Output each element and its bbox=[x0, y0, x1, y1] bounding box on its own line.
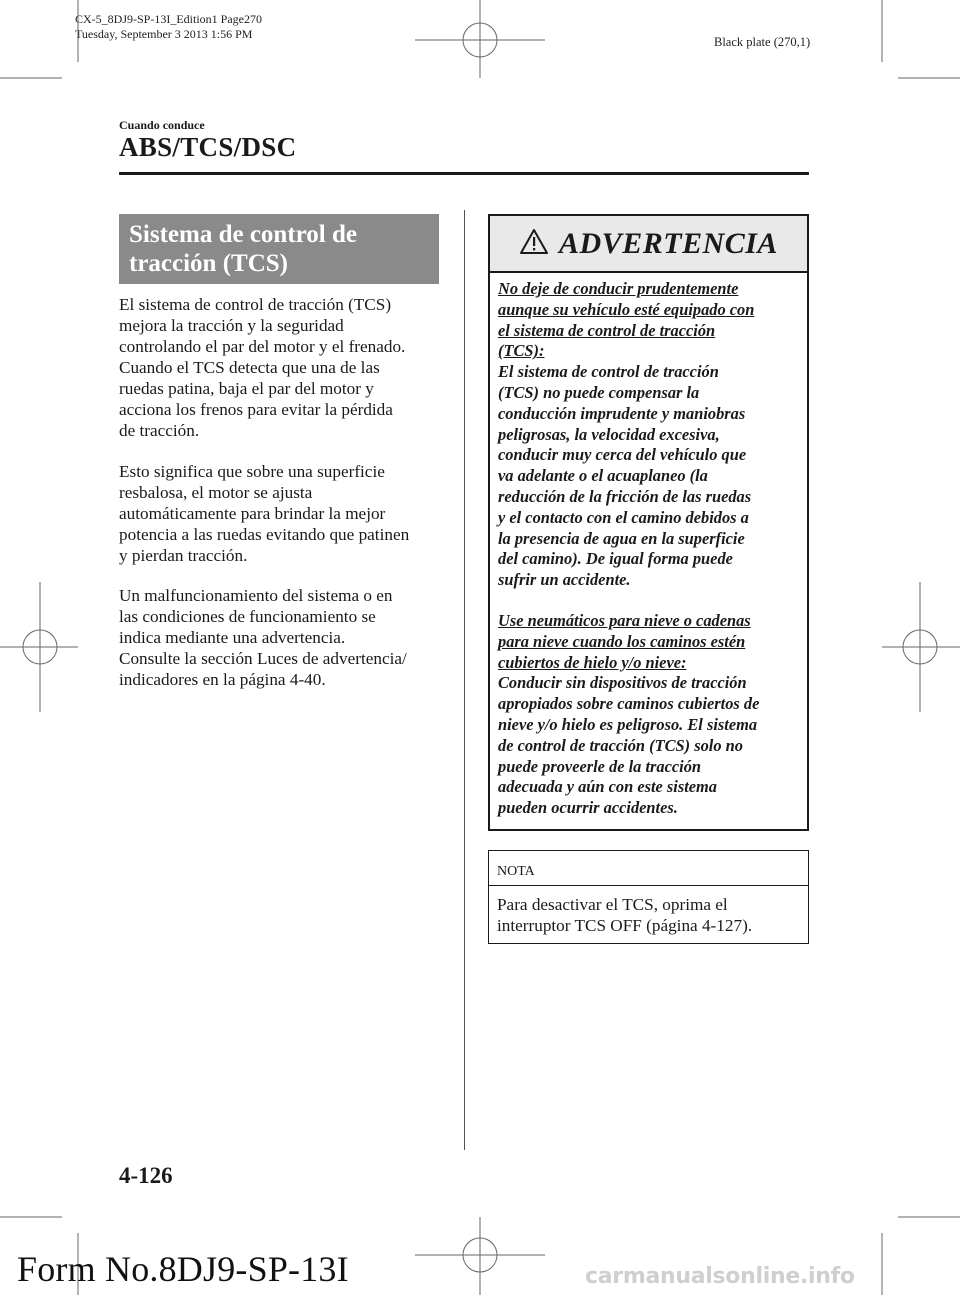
warning-body bbox=[490, 273, 807, 819]
text-line: indica mediante una advertencia. bbox=[119, 628, 346, 647]
tcs-paragraph-1 bbox=[119, 294, 449, 441]
text-line: controlando el par del motor y el frenado. bbox=[119, 337, 406, 356]
warning-text-line: va adelante o el acuaplaneo (la bbox=[498, 466, 708, 486]
form-number: Form No.8DJ9-SP-13I bbox=[17, 1249, 349, 1289]
warning-text-line: El sistema de control de tracción bbox=[498, 362, 719, 382]
text-line: Consulte la sección Luces de advertencia/ bbox=[119, 649, 407, 668]
warning-text-line: peligrosas, la velocidad excesiva, bbox=[498, 424, 720, 444]
warning-text-line: (TCS) no puede compensar la bbox=[498, 382, 700, 402]
tcs-heading bbox=[119, 214, 439, 284]
warning-text-line: conducción imprudente y maniobras bbox=[498, 403, 746, 423]
plate-info: Black plate (270,1) bbox=[714, 35, 811, 49]
text-line: potencia a las ruedas evitando que patinen bbox=[119, 525, 410, 544]
warning-text-line: puede proveerle de la tracción bbox=[498, 756, 702, 776]
warning-text-line: pueden ocurrir accidentes. bbox=[498, 798, 678, 818]
warning-heading-line: para nieve cuando los caminos estén bbox=[498, 631, 746, 651]
warning-text-line: Conducir sin dispositivos de tracción bbox=[498, 673, 747, 693]
tcs-heading-line1: Sistema de control de bbox=[129, 221, 357, 248]
text-line: resbalosa, el motor se ajusta bbox=[119, 483, 313, 502]
note-text-line: interruptor TCS OFF (página 4-127). bbox=[497, 916, 753, 935]
warning-text-line: conducir muy cerca del vehículo que bbox=[498, 445, 747, 465]
text-line: ruedas patina, baja el par del motor y bbox=[119, 379, 374, 398]
warning-text-line: apropiados sobre caminos cubiertos de bbox=[498, 694, 760, 714]
warning-text-line: nieve y/o hielo es peligroso. El sistema bbox=[498, 714, 758, 734]
warning-heading-line: Use neumáticos para nieve o cadenas bbox=[498, 610, 751, 630]
tcs-heading-line2: tracción (TCS) bbox=[129, 250, 288, 277]
warning-text-line: y el contacto con el camino debidos a bbox=[498, 507, 749, 527]
tcs-paragraph-3 bbox=[119, 585, 449, 690]
text-line: y pierdan tracción. bbox=[119, 546, 248, 565]
note-box bbox=[488, 850, 809, 944]
warning-text-line: de control de tracción (TCS) solo no bbox=[498, 735, 743, 755]
print-info-file: CX-5_8DJ9-SP-13I_Edition1 Page270 bbox=[75, 12, 262, 26]
warning-text-line: adecuada y aún con este sistema bbox=[498, 777, 717, 797]
warning-heading-line: cubiertos de hielo y/o nieve: bbox=[498, 652, 687, 672]
section-label: Cuando conduce bbox=[119, 118, 205, 132]
warning-text-line: del camino). De igual forma puede bbox=[498, 549, 733, 569]
warning-heading-line: aunque su vehículo esté equipado con bbox=[498, 299, 755, 319]
print-info-date: Tuesday, September 3 2013 1:56 PM bbox=[75, 27, 253, 41]
warning-title: ADVERTENCIA bbox=[559, 226, 778, 260]
warning-text-line: la presencia de agua en la superficie bbox=[498, 528, 745, 548]
watermark: carmanualsonline.info bbox=[585, 1264, 855, 1289]
text-line: las condiciones de funcionamiento se bbox=[119, 607, 376, 626]
warning-text-line: sufrir un accidente. bbox=[498, 570, 631, 590]
section-title: ABS/TCS/DSC bbox=[119, 132, 297, 162]
header-rule bbox=[119, 172, 809, 175]
warning-heading-line: No deje de conducir prudentemente bbox=[498, 279, 739, 298]
text-line: indicadores en la página 4-40. bbox=[119, 670, 326, 689]
page-number: 4-126 bbox=[119, 1163, 173, 1188]
text-line: Cuando el TCS detecta que una de las bbox=[119, 358, 380, 377]
warning-header bbox=[490, 216, 807, 273]
text-line: Un malfuncionamiento del sistema o en bbox=[119, 586, 393, 605]
text-line: mejora la tracción y la seguridad bbox=[119, 316, 344, 335]
text-line: acciona los frenos para evitar la pérdida bbox=[119, 400, 393, 419]
warning-heading-line: el sistema de control de tracción bbox=[498, 320, 716, 340]
warning-text-line: reducción de la fricción de las ruedas bbox=[498, 486, 752, 506]
text-line: El sistema de control de tracción (TCS) bbox=[119, 295, 392, 314]
warning-heading-line: (TCS): bbox=[498, 341, 545, 361]
note-text-line: Para desactivar el TCS, oprima el bbox=[497, 895, 728, 914]
warning-box bbox=[488, 214, 809, 831]
note-title: NOTA bbox=[489, 851, 808, 886]
text-line: Esto significa que sobre una superficie bbox=[119, 462, 385, 481]
warning-triangle-icon bbox=[519, 228, 549, 260]
tcs-paragraph-2 bbox=[119, 461, 449, 566]
text-line: de tracción. bbox=[119, 421, 200, 440]
text-line: automáticamente para brindar la mejor bbox=[119, 504, 386, 523]
column-divider bbox=[464, 210, 465, 1150]
note-body bbox=[489, 886, 808, 936]
